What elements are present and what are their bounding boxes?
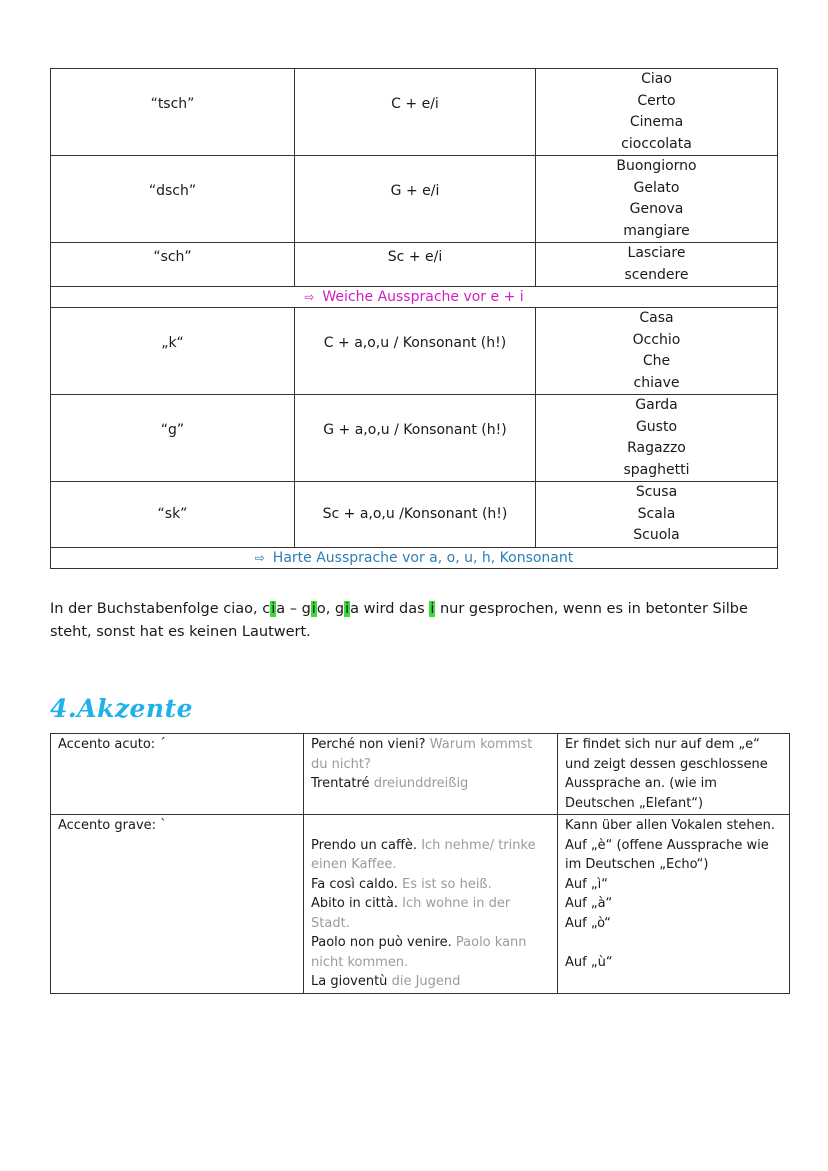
table-row: [51, 734, 790, 815]
example-word: Scusa: [635, 484, 678, 500]
table-row: [51, 395, 778, 482]
rule-cell: G + a,o,u / Konsonant (h!): [295, 395, 536, 482]
example-word: scendere: [624, 266, 689, 283]
example-word: spaghetti: [623, 461, 690, 478]
example-word: Gelato: [633, 179, 680, 196]
italian-example: Abito in città.: [311, 896, 398, 911]
pronunciation-table: [50, 68, 778, 569]
arrow-right-icon: ⇨: [254, 550, 265, 565]
example-word: Che: [642, 353, 671, 369]
highlighted-letter: i: [345, 601, 350, 617]
example-word: mangiare: [623, 222, 690, 239]
sound-cell: “tsch”: [51, 69, 295, 156]
sound-cell: “dsch”: [51, 156, 295, 243]
example-word: cioccolata: [621, 135, 692, 152]
example-word: Occhio: [632, 331, 681, 348]
examples-cell: [536, 308, 778, 395]
accent-name-cell: Accento acuto: ´: [51, 734, 304, 815]
rule-cell: G + e/i: [295, 156, 536, 243]
example-word: Ciao: [641, 71, 672, 87]
german-translation: Es ist so heiß.: [401, 876, 492, 892]
examples-cell: [536, 156, 778, 243]
german-translation: Paolo kann nicht kommen.: [311, 935, 527, 970]
table-row: [51, 482, 778, 548]
example-word: Cinema: [629, 114, 684, 130]
sound-cell: “sch”: [51, 243, 295, 287]
example-word: Genova: [629, 201, 684, 217]
italian-example: Fa così caldo.: [311, 876, 398, 892]
accent-rule-cell: Er findet sich nur auf dem „e“ und zeigt dessen geschlossene Aussprache an. (wie im Deutschen „Elefant“): [558, 734, 790, 815]
example-word: Buongiorno: [616, 158, 697, 174]
table-row: [51, 308, 778, 395]
italian-example: La gioventù: [311, 974, 388, 989]
italian-example: Perché non vieni?: [311, 737, 426, 752]
example-word: Certo: [637, 92, 676, 109]
accent-examples-cell: [304, 734, 558, 815]
soft-pronunciation-note: ⇨ Weiche Aussprache vor e + i: [51, 287, 778, 308]
german-translation: dreiunddreißig: [373, 776, 469, 791]
examples-cell: [536, 395, 778, 482]
section-heading: 4.Akzente: [50, 694, 194, 723]
rule-cell: C + e/i: [295, 69, 536, 156]
accent-table: [50, 733, 790, 994]
highlighted-letter: i: [271, 601, 276, 617]
sound-cell: “g”: [51, 395, 295, 482]
pronunciation-note-paragraph: In der Buchstabenfolge ciao, cia – gio, gia wird das i nur gesprochen, wenn es in betonter Silbe steht, sonst hat es keinen Lautwert.: [50, 601, 748, 640]
example-word: Ragazzo: [627, 440, 686, 456]
table-row: [51, 243, 778, 287]
accent-rule-cell: Kann über allen Vokalen stehen. Auf „è“ (offene Aussprache wie im Deutschen „Echo“) Auf „ì“ Auf „à“ Auf „ò“ Auf „ù“: [558, 815, 790, 994]
italian-example: Trentatré: [311, 776, 370, 791]
example-word: Casa: [639, 310, 674, 326]
sound-cell: “sk”: [51, 482, 295, 548]
example-word: Garda: [635, 397, 678, 413]
example-word: Gusto: [635, 418, 678, 435]
sound-cell: „k“: [51, 308, 295, 395]
italian-example: Prendo un caffè.: [311, 837, 418, 853]
table-row: [51, 69, 778, 156]
table-row: [51, 156, 778, 243]
rule-cell: Sc + e/i: [295, 243, 536, 287]
examples-cell: [536, 69, 778, 156]
highlighted-letter: i: [430, 601, 435, 617]
accent-name-cell: Accento grave: `: [51, 815, 304, 994]
hard-pronunciation-note: ⇨ Harte Aussprache vor a, o, u, h, Konsonant: [51, 547, 778, 568]
german-translation: Warum kommst du nicht?: [311, 737, 533, 772]
accent-examples-cell: [304, 815, 558, 994]
rule-cell: C + a,o,u / Konsonant (h!): [295, 308, 536, 395]
table-row: [51, 815, 790, 994]
example-word: Scuola: [633, 527, 680, 543]
highlighted-letter: i: [311, 601, 316, 617]
examples-cell: [536, 482, 778, 548]
example-word: chiave: [633, 374, 680, 391]
german-translation: die Jugend: [391, 974, 461, 989]
german-translation: Ich nehme/ trinke einen Kaffee.: [311, 837, 536, 872]
arrow-right-icon: ⇨: [304, 290, 315, 304]
example-word: Scala: [637, 505, 676, 522]
hard-note-row: [51, 547, 778, 568]
german-translation: Ich wohne in der Stadt.: [311, 896, 511, 931]
rule-cell: Sc + a,o,u /Konsonant (h!): [295, 482, 536, 548]
example-word: Lasciare: [627, 245, 686, 261]
examples-cell: [536, 243, 778, 287]
soft-note-row: [51, 287, 778, 308]
italian-example: Paolo non può venire.: [311, 935, 452, 950]
